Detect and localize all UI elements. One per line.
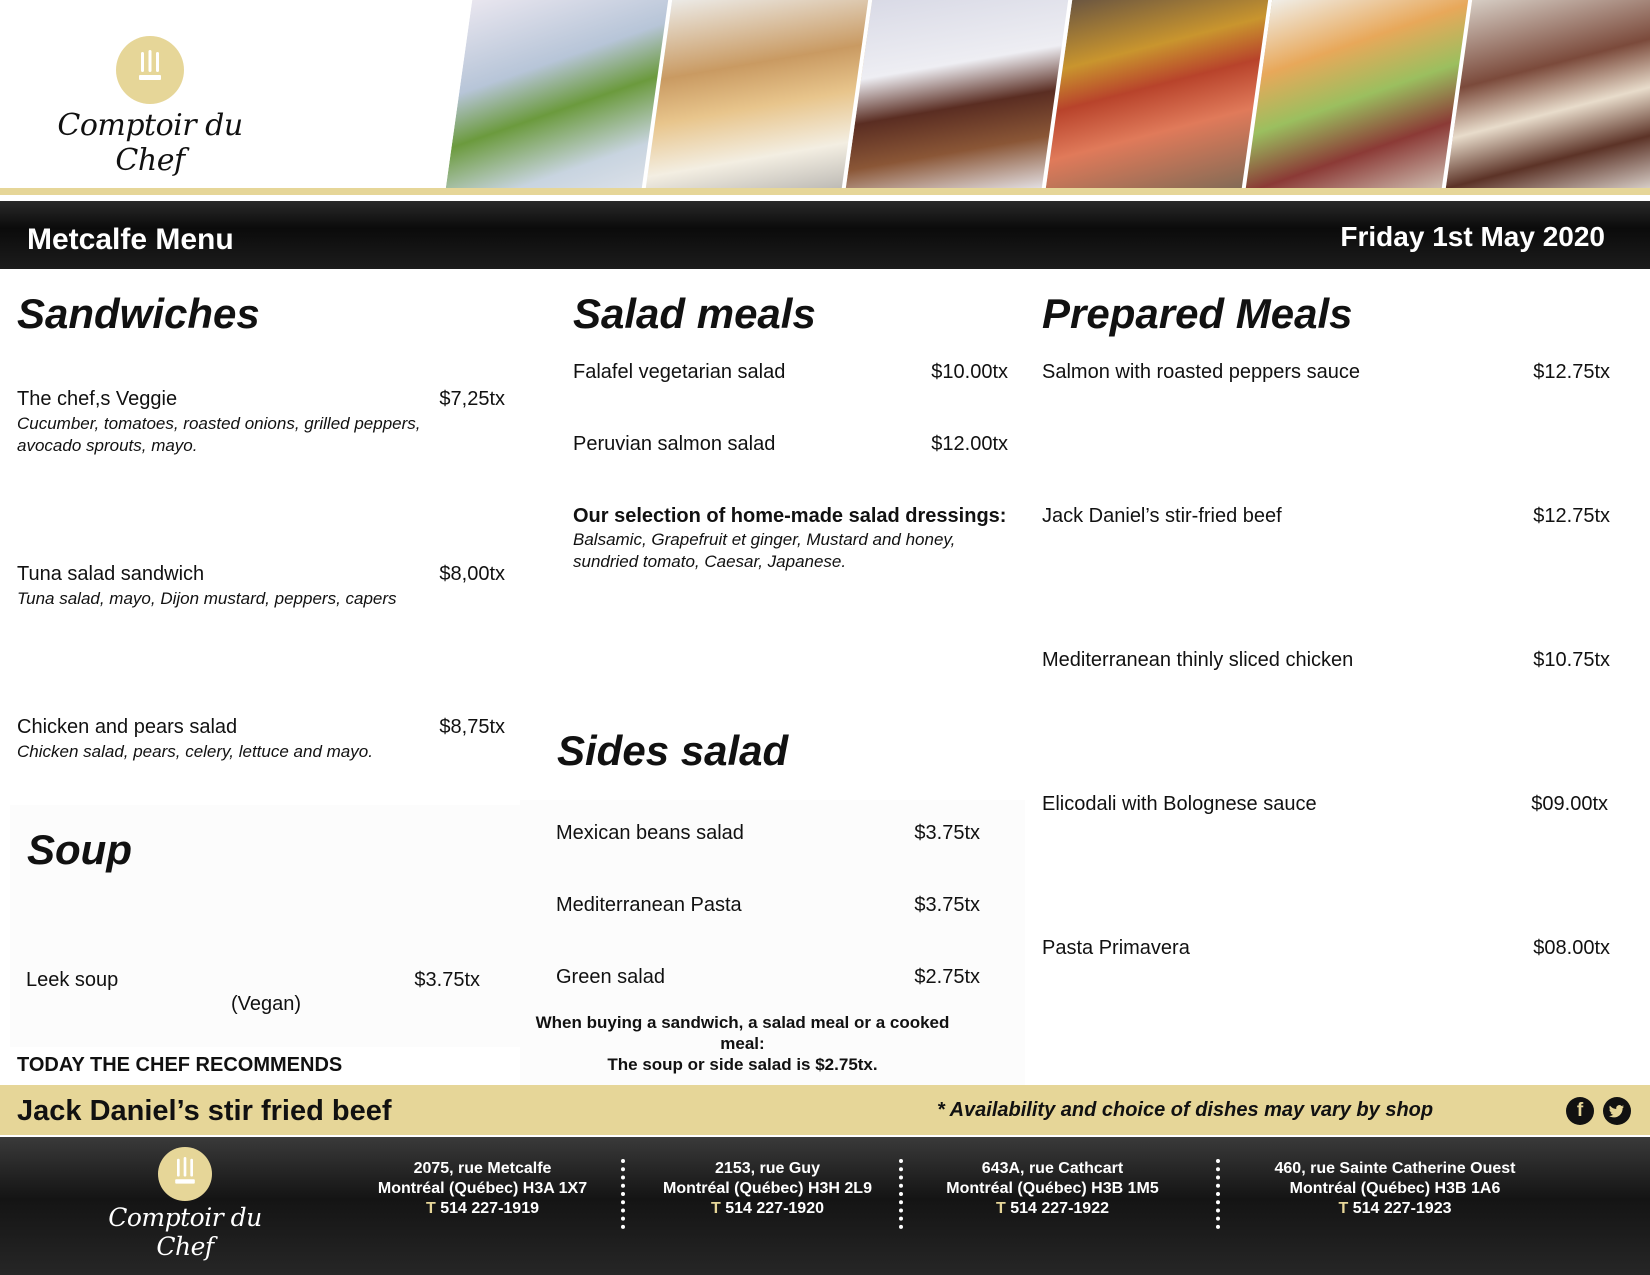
menu-item-price: $10.00tx — [931, 361, 1008, 383]
menu-item-name: Pasta Primavera — [1042, 937, 1190, 959]
section-title-sandwiches: Sandwiches — [17, 290, 260, 337]
phone-prefix: T — [711, 1200, 721, 1217]
menu-item-name: Jack Daniel’s stir-fried beef — [1042, 505, 1282, 527]
location-sainte-catherine — [1245, 1159, 1545, 1219]
menu-item-name: Mediterranean thinly sliced chicken — [1042, 649, 1354, 671]
phone-prefix: T — [996, 1200, 1006, 1217]
menu-title: Metcalfe Menu — [27, 223, 234, 256]
menu-item-name: The chef,s Veggie — [17, 388, 178, 410]
menu-item-price: $08.00tx — [1533, 937, 1610, 959]
menu-item-price: $12.00tx — [931, 433, 1008, 455]
offer-line: The soup or side salad is $2.75tx. — [607, 1055, 878, 1074]
menu-item-price: $12.75tx — [1533, 361, 1610, 383]
phone-number[interactable]: 514 227-1920 — [725, 1200, 824, 1217]
menu-item-name: Chicken and pears salad — [17, 716, 238, 738]
menu-item-price: $3.75tx — [914, 822, 980, 844]
section-title-soup: Soup — [27, 826, 132, 873]
location-street: 460, rue Sainte Catherine Ouest — [1274, 1160, 1516, 1177]
menu-item-name: Falafel vegetarian salad — [573, 361, 786, 383]
menu-item-price: $3.75tx — [414, 969, 480, 991]
description-line: Balsamic, Grapefruit et ginger, Mustard and honey, — [573, 530, 956, 549]
phone-number[interactable]: 514 227-1919 — [440, 1200, 539, 1217]
menu-item-price: $10.75tx — [1533, 649, 1610, 671]
section-title-salad-meals: Salad meals — [573, 290, 816, 337]
menu-item-price: $12.75tx — [1533, 505, 1610, 527]
location-guy — [640, 1159, 895, 1219]
chef-hat-logo-icon — [116, 36, 184, 104]
twitter-icon[interactable] — [1603, 1097, 1631, 1125]
offer-line: When buying a sandwich, a salad meal or a cooked — [535, 1013, 950, 1032]
footer-divider — [621, 1159, 625, 1229]
menu-item-name: Leek soup — [26, 969, 119, 991]
menu-item-name: Tuna salad sandwich — [17, 563, 205, 585]
combo-offer-note — [505, 1012, 980, 1075]
recommended-dish: Jack Daniel’s stir fried beef — [17, 1095, 392, 1127]
phone-prefix: T — [426, 1200, 436, 1217]
location-cathcart — [925, 1159, 1180, 1219]
menu-item-price: $7,25tx — [439, 388, 505, 410]
location-phone — [355, 1199, 610, 1219]
dressings-heading: Our selection of home-made salad dressings: — [573, 505, 1007, 527]
offer-line: meal: — [720, 1034, 765, 1053]
header-divider — [0, 188, 1650, 195]
description-line: avocado sprouts, mayo. — [17, 436, 198, 455]
description-line: sundried tomato, Caesar, Japanese. — [573, 552, 847, 571]
menu-item-name: Peruvian salmon salad — [573, 433, 776, 455]
menu-item-price: $2.75tx — [914, 966, 980, 988]
location-city: Montréal (Québec) H3B 1A6 — [1289, 1180, 1501, 1197]
footer-divider — [1216, 1159, 1220, 1229]
location-city: Montréal (Québec) H3B 1M5 — [946, 1180, 1159, 1197]
menu-item-name: Mexican beans salad — [556, 822, 744, 844]
brand-name: Comptoir du Chef — [108, 1203, 262, 1261]
food-photo-strip — [445, 0, 1650, 188]
menu-item-price: $09.00tx — [1531, 793, 1608, 815]
header — [0, 0, 1650, 190]
location-metcalfe — [355, 1159, 610, 1219]
location-street: 2153, rue Guy — [715, 1160, 820, 1177]
phone-prefix: T — [1338, 1200, 1349, 1217]
menu-date: Friday 1st May 2020 — [1340, 221, 1605, 252]
section-title-prepared-meals: Prepared Meals — [1042, 290, 1353, 337]
menu-item-name: Salmon with roasted peppers sauce — [1042, 361, 1360, 383]
location-street: 2075, rue Metcalfe — [413, 1160, 552, 1177]
chef-recommends-label: TODAY THE CHEF RECOMMENDS — [17, 1054, 343, 1076]
title-bar — [0, 201, 1650, 269]
menu-item-note: (Vegan) — [231, 993, 302, 1015]
location-phone — [1245, 1199, 1545, 1219]
footer-logo[interactable] — [85, 1147, 285, 1261]
location-phone — [925, 1199, 1180, 1219]
chef-hat-logo-icon — [158, 1147, 212, 1201]
location-street: 643A, rue Cathcart — [981, 1160, 1124, 1177]
menu-item-description: Tuna salad, mayo, Dijon mustard, peppers, capers — [17, 589, 397, 608]
recommendation-bar — [0, 1085, 1650, 1135]
menu-item-name: Green salad — [556, 966, 665, 988]
location-phone — [640, 1199, 895, 1219]
menu-item-price: $3.75tx — [914, 894, 980, 916]
availability-note: * Availability and choice of dishes may vary by shop — [937, 1099, 1434, 1121]
description-line: Cucumber, tomatoes, roasted onions, grilled peppers, — [17, 414, 421, 433]
menu-item-price: $8,00tx — [439, 563, 505, 585]
phone-number[interactable]: 514 227-1923 — [1352, 1200, 1452, 1217]
menu-item-price: $8,75tx — [439, 716, 505, 738]
wrap-photo — [1442, 0, 1650, 188]
footer-divider — [899, 1159, 903, 1229]
phone-number[interactable]: 514 227-1922 — [1010, 1200, 1109, 1217]
section-title-sides-salad: Sides salad — [557, 727, 789, 774]
location-city: Montréal (Québec) H3H 2L9 — [663, 1180, 872, 1197]
footer — [0, 1137, 1650, 1275]
facebook-icon[interactable]: f — [1566, 1097, 1594, 1125]
menu-item-name: Mediterranean Pasta — [556, 894, 742, 916]
menu-item-description: Chicken salad, pears, celery, lettuce and mayo. — [17, 742, 373, 761]
brand-name: Comptoir du Chef — [57, 108, 243, 178]
brand-logo[interactable] — [30, 36, 270, 178]
dressings-list — [573, 529, 955, 573]
menu-item-description — [17, 413, 421, 457]
location-city: Montréal (Québec) H3A 1X7 — [377, 1180, 588, 1197]
menu-item-name: Elicodali with Bolognese sauce — [1042, 793, 1317, 815]
twitter-bird-glyph — [1603, 1097, 1631, 1125]
